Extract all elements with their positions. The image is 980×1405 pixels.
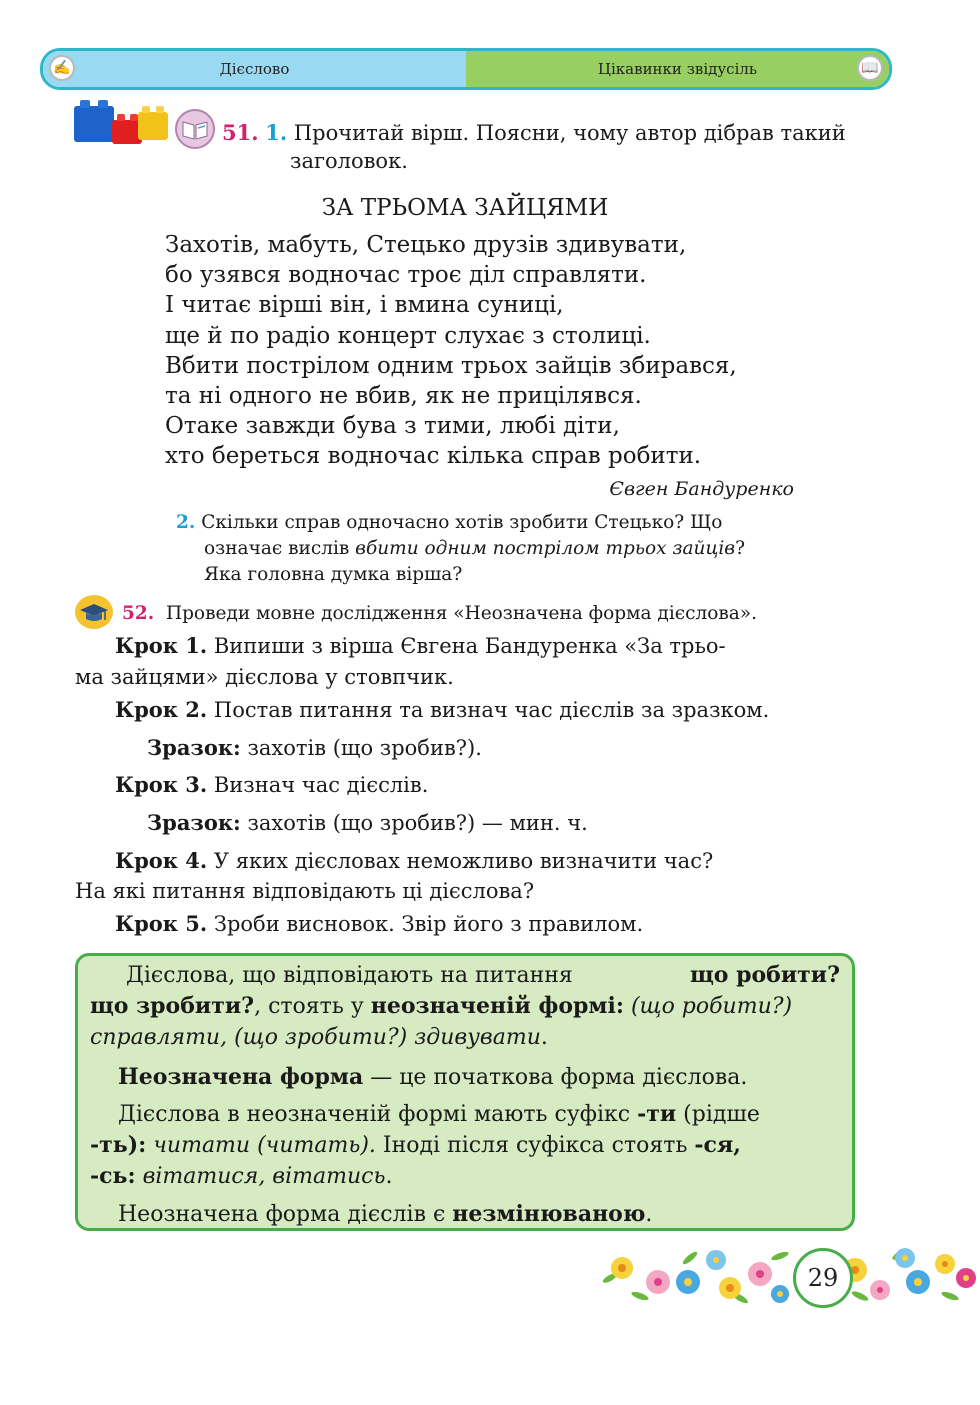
rule-p3-text: Дієслова в неозначеній формі мають суфікс (118, 1102, 638, 1127)
header-left-section (43, 51, 466, 87)
poem-line: та ні одного не вбив, як не прицілявся. (165, 383, 642, 410)
poem-title: ЗА ТРЬОМА ЗАЙЦЯМИ (321, 195, 609, 221)
task-number: 1. (265, 120, 288, 145)
rule-suffix-sia: -ся, (694, 1132, 741, 1158)
exercise-number: 52. (122, 603, 155, 624)
rule-p4-end: . (645, 1202, 653, 1227)
rule-example-q: (що робити?) (623, 994, 793, 1019)
rule-p1-line1 (90, 960, 840, 991)
ex51-instruction-text: Прочитай вірш. Поясни, чому автор дібрав такий (293, 121, 846, 145)
ex51-instruction-line1 (222, 117, 872, 149)
step3-label: Крок 3. (115, 772, 208, 797)
poem-line: бо узявся водночас троє діл справляти. (165, 262, 647, 289)
step4-text: У яких дієсловах неможливо визначити час? (207, 849, 714, 873)
ex51-instruction-line2: заголовок. (290, 149, 408, 173)
rule-p3-example: читати (читать). (146, 1133, 376, 1158)
flower-border-decoration (600, 1238, 978, 1310)
graduation-cap-icon (74, 594, 114, 630)
step1-line2: ма зайцями» дієслова у стовпчик. (75, 665, 454, 689)
poem (165, 230, 737, 472)
step2-label: Крок 2. (115, 697, 208, 722)
header-right-label: Цікавинки звідусіль (597, 60, 758, 78)
lego-blocks-icon (72, 98, 172, 148)
step1-line1 (115, 630, 726, 662)
rule-p1-question: що робити? (689, 962, 840, 988)
poem-line: хто береться водночас кілька справ робити. (165, 443, 702, 470)
rule-p2-text: — це початкова форма дієслова. (363, 1065, 748, 1090)
page-number: 29 (793, 1248, 853, 1308)
rule-p3-line1 (90, 1099, 840, 1130)
step4-line2: На які питання відповідають ці дієслова? (75, 879, 535, 903)
poem-line: ще й по радіо концерт слухає з столиці. (165, 322, 651, 349)
sample2-text: захотів (що зробив?) — мин. ч. (240, 811, 588, 835)
poem-line: Захотів, мабуть, Стецько друзів здивувати, (165, 232, 687, 258)
poem-author: Євген Бандуренко (609, 478, 794, 500)
task-number: 2. (176, 512, 196, 533)
rule-p3-end: . (385, 1164, 393, 1189)
task2-line2c: ? (735, 538, 745, 559)
rule-p3-text2: Іноді після суфікса стоять (375, 1133, 695, 1158)
poem-line: Отаке завжди бува з тими, любі діти, (165, 413, 620, 440)
rule-p3-line2 (90, 1130, 840, 1161)
rule-p1-text2: , стоять у (254, 994, 371, 1019)
sample1-text: захотів (що зробив?). (240, 736, 482, 760)
header-right-section (466, 51, 889, 87)
step2 (115, 694, 769, 726)
exercise-number: 51. (222, 120, 259, 145)
pen-icon: ✍ (49, 55, 75, 81)
task2-line3: Яка головна думка вірша? (204, 564, 463, 585)
poem-line: Вбити пострілом одним трьох зайців збирався, (165, 352, 737, 379)
rule-term: неозначеній формі: (370, 993, 624, 1019)
book-icon: 📖 (857, 55, 883, 81)
sample1 (147, 732, 482, 764)
step4-line1 (115, 845, 713, 877)
rule-p1-question2: що зробити? (90, 993, 255, 1019)
rule-p4 (90, 1199, 840, 1230)
step2-text: Постав питання та визнач час дієслів за зразком. (207, 698, 770, 722)
rule-p3-line3 (90, 1161, 840, 1192)
ex52-intro (122, 601, 757, 627)
sample2-label: Зразок: (147, 810, 241, 835)
reading-book-icon (174, 108, 216, 150)
header-left-label: Дієслово (219, 60, 290, 78)
sample2 (147, 807, 588, 839)
chapter-header (40, 48, 892, 90)
rule-p2 (90, 1062, 840, 1093)
task2 (176, 510, 856, 588)
rule-suffix-t: -ть): (90, 1132, 147, 1158)
rule-p1-text: Дієслова, що відповідають на питання (126, 963, 573, 988)
step1-label: Крок 1. (115, 633, 208, 658)
rule-p3-rarely: (рідше (676, 1102, 760, 1127)
step3-text: Визнач час дієслів. (207, 773, 429, 797)
task2-line1: Скільки справ одночасно хотів зробити Стецько? Що (201, 512, 723, 533)
step5-text: Зроби висновок. Звір його з правилом. (207, 912, 644, 936)
rule-p4-text: Неозначена форма дієслів є (118, 1202, 453, 1227)
poem-line: І читає вірші він, і вмина суниці, (165, 292, 564, 319)
rule-p1-line2 (90, 991, 840, 1022)
rule-examples: справляти, (що зробити?) здивувати (90, 1025, 541, 1050)
ex52-intro-text: Проведи мовне дослідження «Неозначена форма дієслова». (165, 603, 757, 624)
rule-p2-term: Неозначена форма (118, 1064, 364, 1090)
step1-text: Випиши з вірша Євгена Бандуренка «За трьо- (207, 634, 726, 658)
rule-p4-term: незмінюваною (452, 1201, 646, 1227)
rule-p3-example2: вітатися, вітатись (135, 1164, 386, 1189)
rule-suffix-s: -сь: (90, 1163, 136, 1189)
step5-label: Крок 5. (115, 911, 208, 936)
task2-idiom: вбити одним пострілом трьох зайців (355, 538, 736, 559)
rule-p1-line3 (90, 1022, 840, 1053)
task2-line2a: означає вислів (204, 538, 356, 559)
step4-label: Крок 4. (115, 848, 208, 873)
step5 (115, 908, 643, 940)
rule-box (75, 953, 855, 1231)
sample1-label: Зразок: (147, 735, 241, 760)
rule-suffix-ty: -ти (637, 1101, 677, 1127)
step3 (115, 769, 428, 801)
rule-p1-end: . (540, 1025, 548, 1050)
